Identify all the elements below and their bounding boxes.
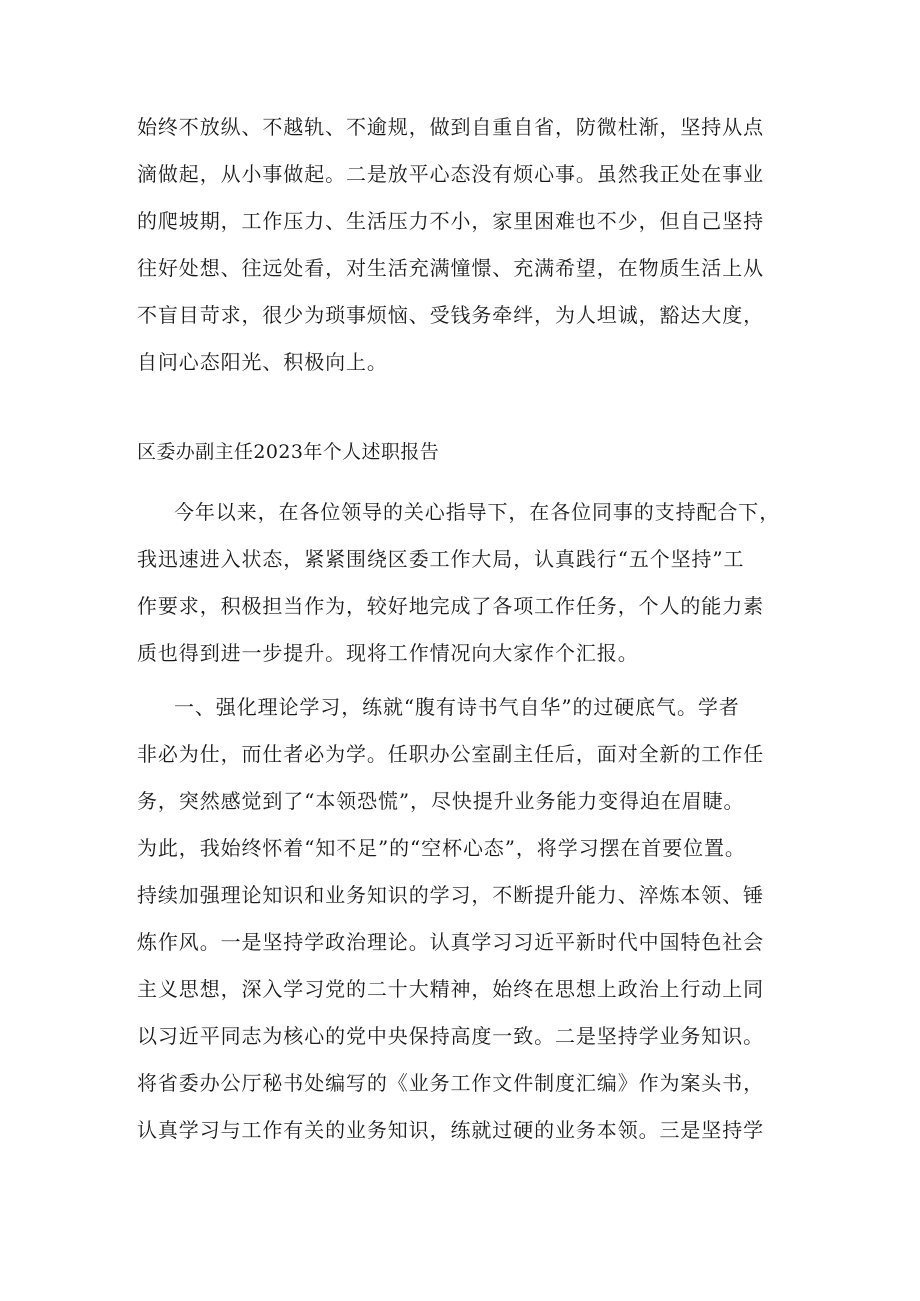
text-line: 的爬坡期，工作压力、生活压力不小，家里困难也不少，但自己坚持 (137, 209, 764, 233)
text-line: 以习近平同志为核心的党中央保持高度一致。二是坚持学业务知识。 (137, 1024, 764, 1048)
document-title: 区委办副主任2023年个人述职报告 (137, 441, 440, 463)
text-line: 不盲目苛求，很少为琐事烦恼、受钱务牵绊，为人坦诚，豁达大度， (137, 303, 764, 327)
text-line: 炼作风。一是坚持学政治理论。认真学习习近平新时代中国特色社会 (137, 930, 764, 954)
text-line: 作要求，积极担当作为，较好地完成了各项工作任务，个人的能力素 (137, 594, 764, 618)
text-line: 认真学习与工作有关的业务知识，练就过硬的业务本领。三是坚持学 (137, 1118, 764, 1142)
text-line: 我迅速进入状态，紧紧围绕区委工作大局，认真践行“五个坚持”工 (137, 547, 745, 571)
intro-paragraph (137, 489, 797, 677)
text-line: 持续加强理论知识和业务知识的学习，不断提升能力、淬炼本领、锤 (137, 883, 764, 907)
text-line: 滴做起，从小事做起。二是放平心态没有烦心事。虽然我正处在事业 (137, 162, 764, 186)
text-line: 始终不放纵、不越轨、不逾规，做到自重自省，防微杜渐，坚持从点 (137, 115, 764, 139)
continuation-paragraph (137, 104, 797, 386)
text-line: 主义思想，深入学习党的二十大精神，始终在思想上政治上行动上同 (137, 977, 764, 1001)
text-line: 为此，我始终怀着“知不足”的“空杯心态”，将学习摆在首要位置。 (137, 836, 746, 860)
text-line: 将省委办公厅秘书处编写的《业务工作文件制度汇编》作为案头书， (137, 1071, 764, 1095)
section-one-paragraph (137, 684, 797, 1154)
text-line: 自问心态阳光、积极向上。 (137, 350, 388, 374)
text-line: 非必为仕，而仕者必为学。任职办公室副主任后，面对全新的工作任 (137, 742, 764, 766)
text-line: 今年以来，在各位领导的关心指导下，在各位同事的支持配合下， (174, 500, 781, 524)
text-line: 务，突然感觉到了“本领恐慌”，尽快提升业务能力变得迫在眉睫。 (137, 789, 745, 813)
text-line: 往好处想、往远处看，对生活充满憧憬、充满希望，在物质生活上从 (137, 256, 764, 280)
text-line: 质也得到进一步提升。现将工作情况向大家作个汇报。 (137, 641, 639, 665)
text-line: 一、强化理论学习，练就“腹有诗书气自华”的过硬底气。学者 (174, 695, 740, 719)
